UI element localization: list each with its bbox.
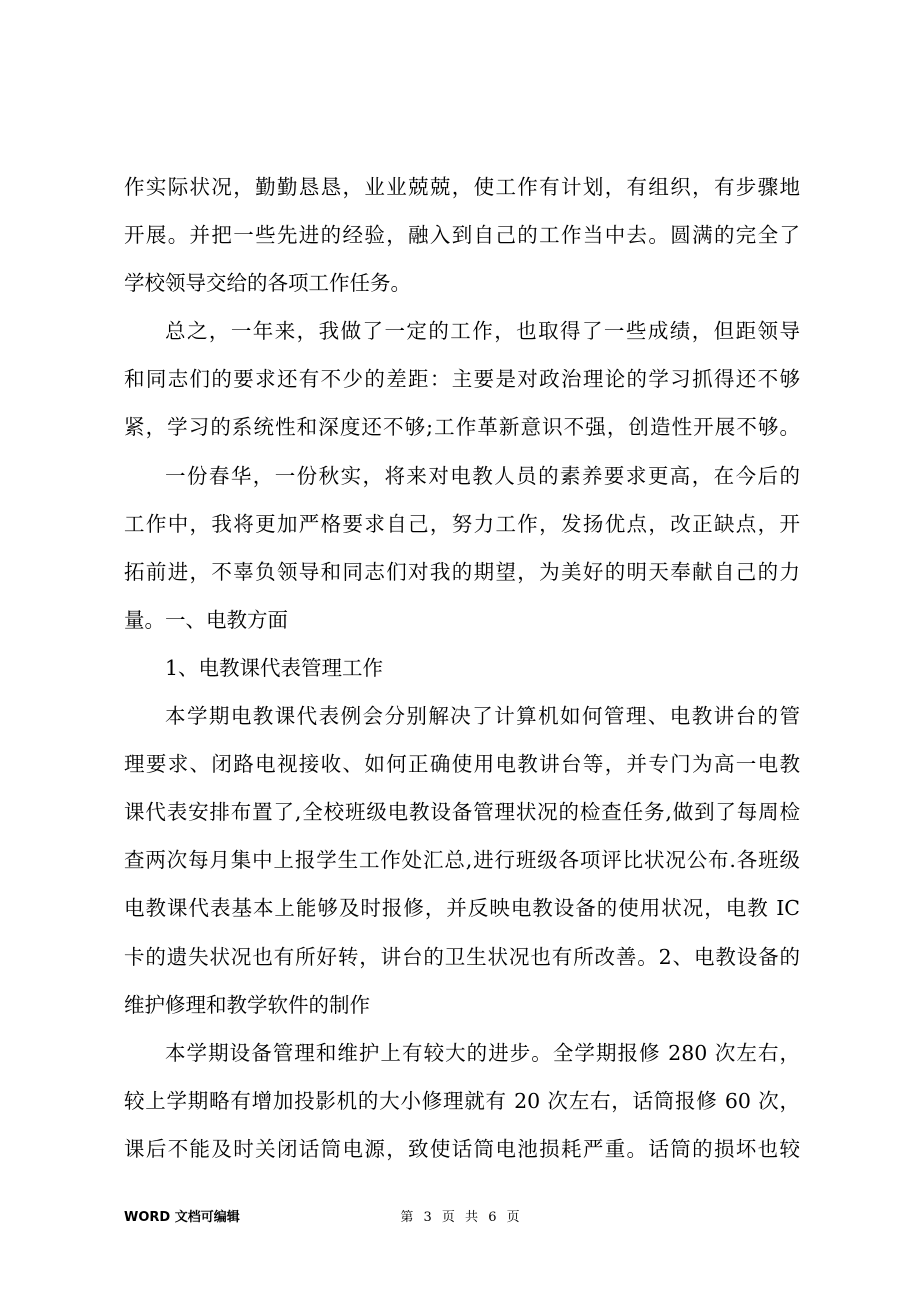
text-line: 开展。并把一些先进的经验，融入到自己的工作当中去。圆满的完全了 — [124, 223, 800, 248]
text-line: 维护修理和教学软件的制作 — [124, 992, 370, 1017]
text-line: 1、电教课代表管理工作 — [165, 655, 384, 680]
text-line: 量。一、电教方面 — [124, 607, 288, 632]
text-line: 拓前进，不辜负领导和同志们对我的期望，为美好的明天奉献自己的力 — [124, 559, 800, 584]
text-line: 本学期电教课代表例会分别解决了计算机如何管理、电教讲台的管 — [165, 704, 800, 729]
text-line: 课后不能及时关闭话筒电源，致使话筒电池损耗严重。话筒的损坏也较 — [124, 1136, 800, 1161]
text-line: 学校领导交给的各项工作任务。 — [124, 271, 411, 296]
text-line: 课代表安排布置了,全校班级电教设备管理状况的检查任务,做到了每周检 — [124, 800, 800, 825]
text-line: 电教课代表基本上能够及时报修，并反映电教设备的使用状况，电教 IC — [124, 896, 800, 921]
text-line: 一份春华，一份秋实，将来对电教人员的素养要求更高，在今后的 — [165, 463, 800, 488]
text-line: 卡的遗失状况也有所好转，讲台的卫生状况也有所改善。2、电教设备的 — [124, 944, 800, 969]
text-line: 作实际状况，勤勤恳恳，业业兢兢，使工作有计划，有组织，有步骤地 — [124, 175, 800, 199]
text-line: 本学期设备管理和维护上有较大的进步。全学期报修 280 次左右， — [165, 1040, 800, 1065]
footer-label: WORD 文档可编辑 — [124, 1210, 240, 1225]
text-line: 工作中，我将更加严格要求自己，努力工作，发扬优点，改正缺点，开 — [124, 511, 800, 536]
text-line: 总之，一年来，我做了一定的工作，也取得了一些成绩，但距领导 — [165, 319, 800, 344]
text-line: 理要求、闭路电视接收、如何正确使用电教讲台等，并专门为高一电教 — [124, 752, 800, 777]
text-line: 紧，学习的系统性和深度还不够;工作革新意识不强，创造性开展不够。 — [124, 415, 800, 440]
text-line: 和同志们的要求还有不少的差距：主要是对政治理论的学习抓得还不够 — [124, 367, 800, 392]
document-body — [124, 163, 800, 1173]
page-number: 第 3 页 共 6 页 — [400, 1210, 520, 1225]
text-line: 较上学期略有增加投影机的大小修理就有 20 次左右，话筒报修 60 次， — [124, 1088, 800, 1113]
text-line: 查两次每月集中上报学生工作处汇总,进行班级各项评比状况公布.各班级 — [124, 848, 800, 873]
